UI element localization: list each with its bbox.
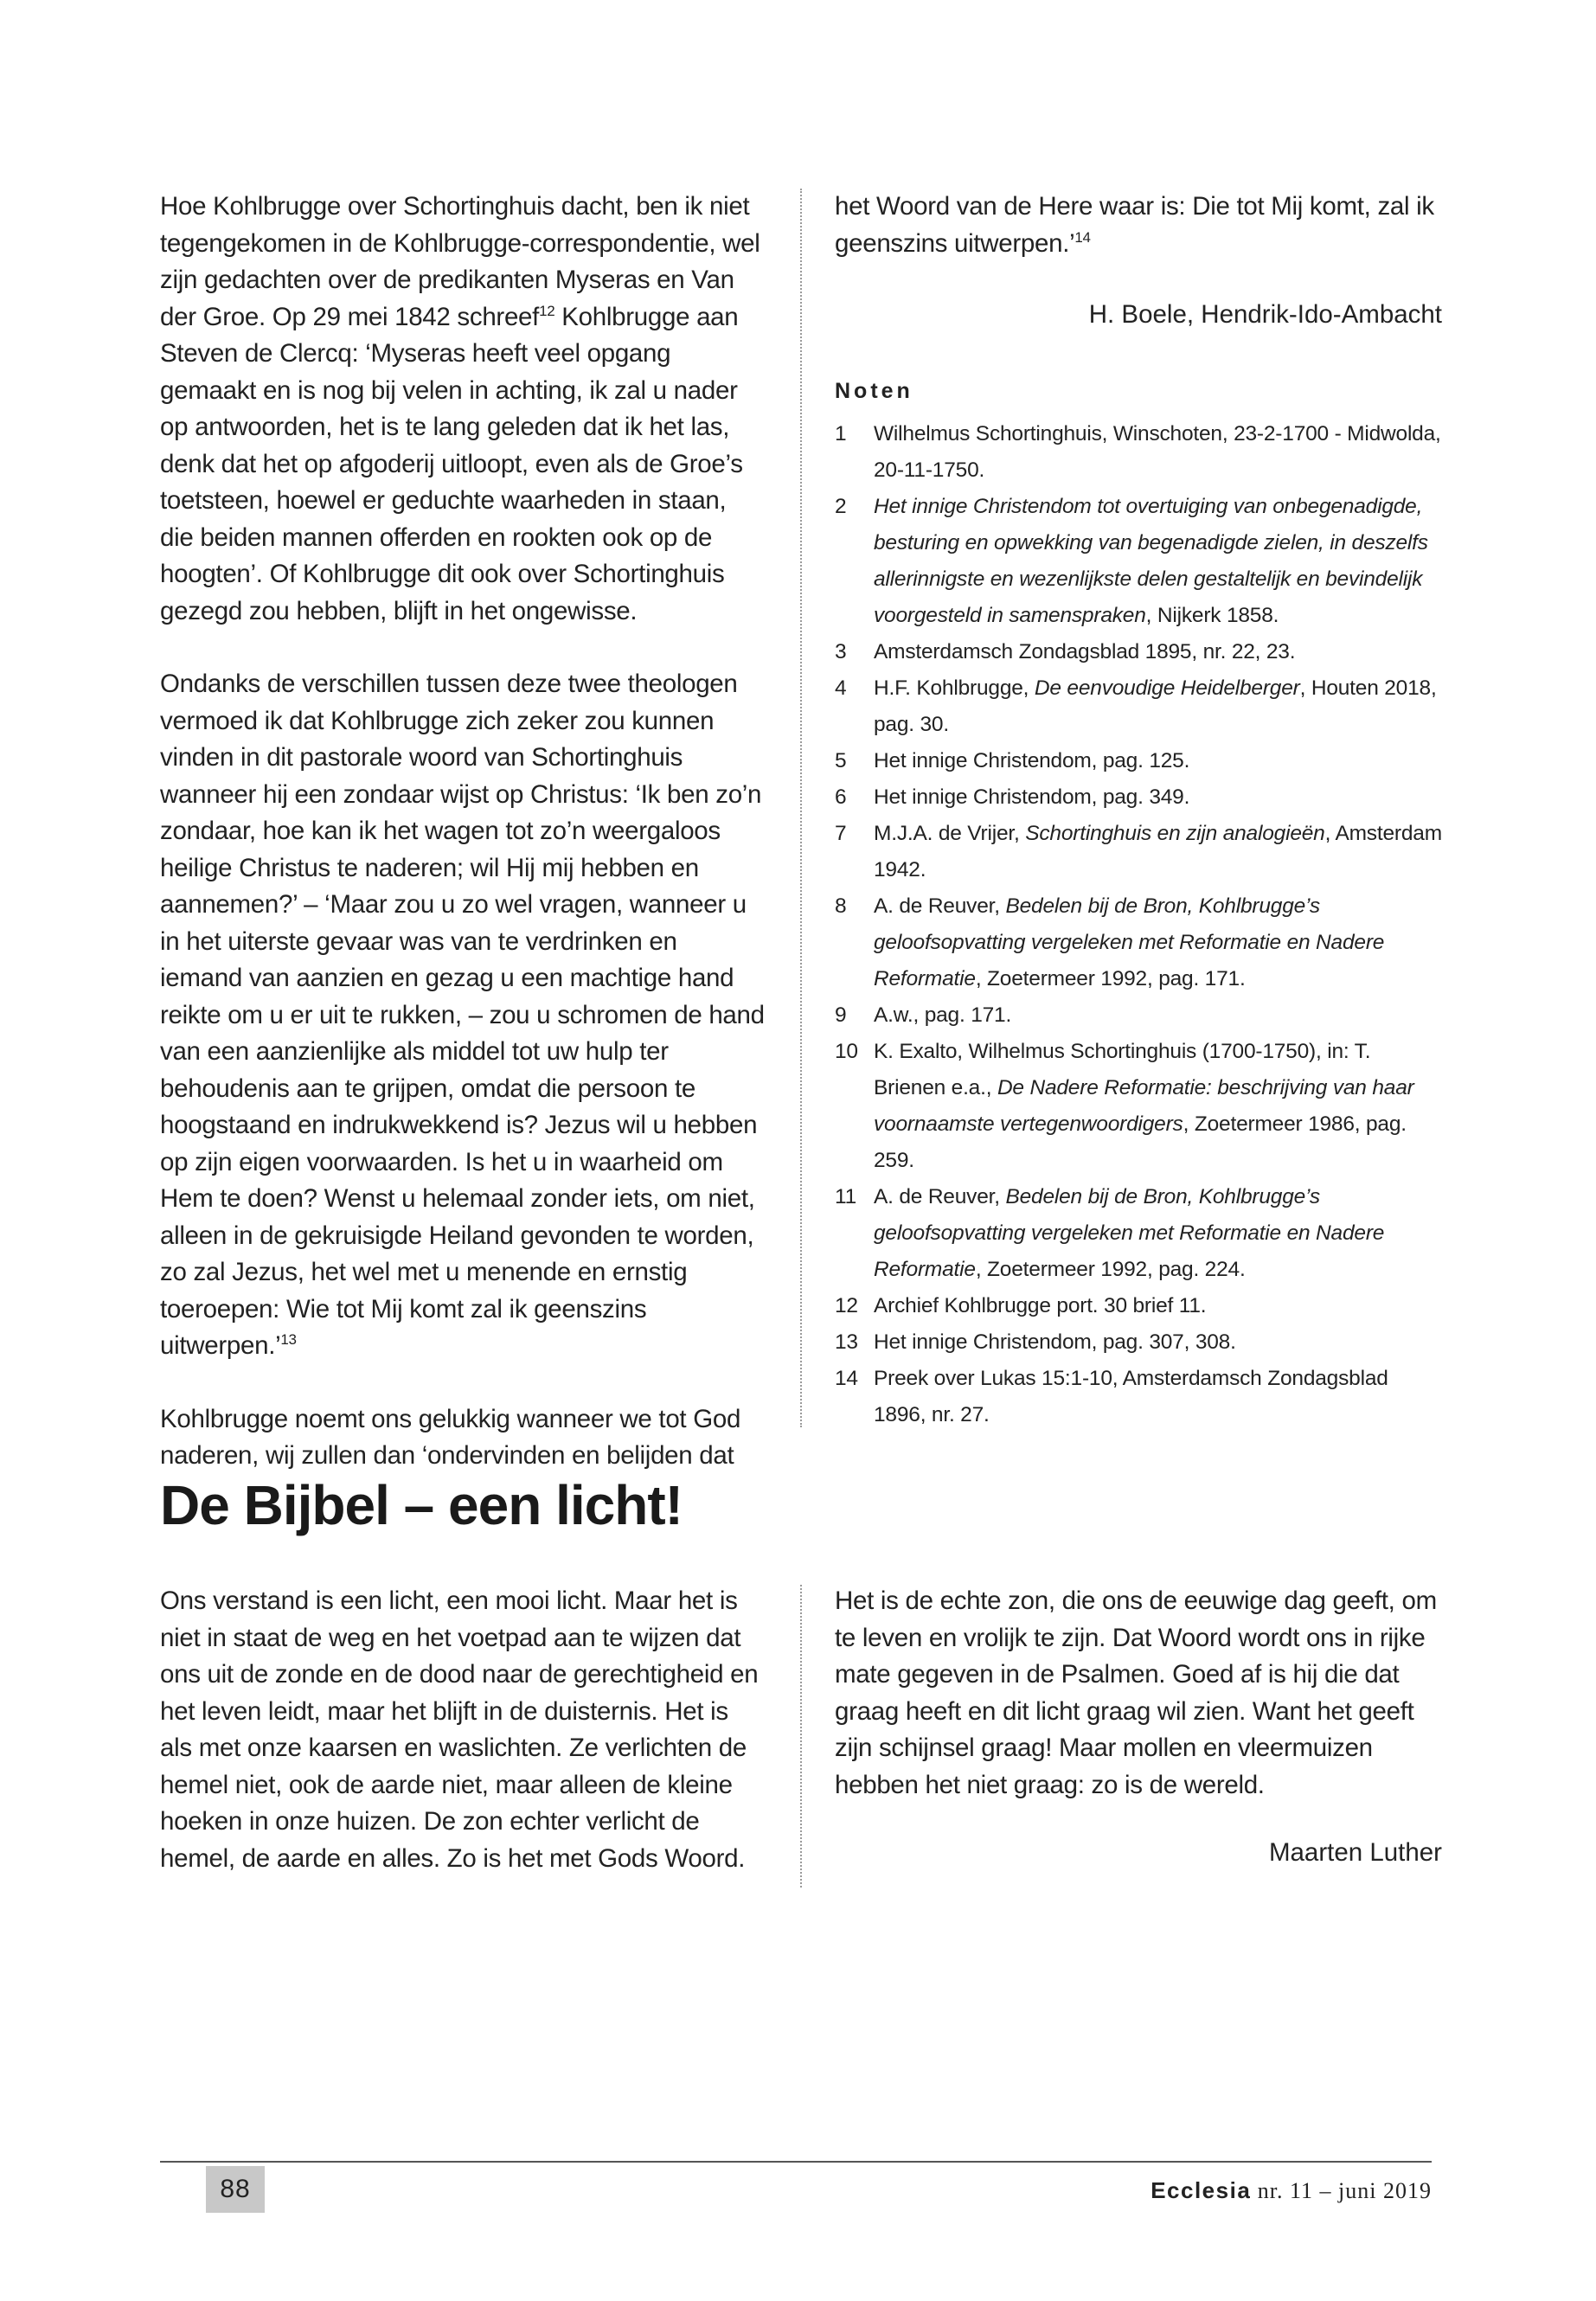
note-number: 11 bbox=[835, 1185, 857, 1208]
note-number: 7 bbox=[835, 822, 847, 845]
note-number: 13 bbox=[835, 1330, 858, 1354]
note-item bbox=[835, 997, 1442, 1034]
note-number: 4 bbox=[835, 676, 847, 700]
note-text: K. Exalto, Wilhelmus Schortinghuis (1700-1750), in: T. Brienen e.a., bbox=[874, 1040, 1371, 1099]
note-text: , Zoetermeer 1992, pag. 224. bbox=[975, 1258, 1246, 1281]
note-item bbox=[835, 634, 1442, 670]
note-item bbox=[835, 816, 1442, 888]
note-text: A.w., pag. 171. bbox=[874, 1003, 1012, 1027]
note-number: 1 bbox=[835, 422, 847, 445]
note-text: Wilhelmus Schortinghuis, Winschoten, 23-2-1700 - Midwolda, 20-11-1750. bbox=[874, 422, 1441, 482]
note-text: , Zoetermeer 1986, pag. 259. bbox=[874, 1112, 1407, 1172]
note-item bbox=[835, 1361, 1442, 1433]
note-text: , Zoetermeer 1992, pag. 171. bbox=[975, 967, 1246, 990]
note-item bbox=[835, 416, 1442, 489]
paragraph-continuation: het Woord van de Here waar is: Die tot Mij komt, zal ik geenszins uitwerpen.’$^{14}$ bbox=[835, 192, 1434, 258]
article-right-column bbox=[835, 1583, 1442, 1871]
article-paragraph-left: Ons verstand is een licht, een mooi licht. Maar het is niet in staat de weg en het voetpad aan te wijzen dat ons uit de zonde en de dood naar de gerechtigheid en het leven leidt, maar het blijft in de duisternis. Het is als met onze kaarsen en waslichten. Ze verlichten de hemel niet, ook de aarde niet, maar alleen de kleine hoeken in onze huizen. De zon echter verlicht de hemel, de aarde en alles. Zo is het met Gods Woord. bbox=[160, 1586, 759, 1873]
column-divider bbox=[800, 189, 802, 1427]
footnote-ref: 13 bbox=[280, 1331, 297, 1349]
note-number: 12 bbox=[835, 1294, 858, 1317]
paragraph-kohlbrugge-myseras: Hoe Kohlbrugge over Schortinghuis dacht, ben ik niet tegengekomen in de Kohlbrugge-correspondentie, wel zijn gedachten over de predikanten Myseras en Van der Groe. Op 29 mei 1842 schreef$^{12}$ Kohlbrugge aan Steven de Clercq: ‘Myseras heeft veel opgang gemaakt en is nog bij velen in achting, ik zal u nader op antwoorden, het is te lang geleden dat ik het las, denk dat het op afgoderij uitloopt, even als de Groe’s toetsteen, hoewel er geduchte waarheden in staan, die beiden mannen offerden en rookten ook op de hoogten’. Of Kohlbrugge dit ook over Schortinghuis gezegd zou hebben, blijft in het ongewisse. bbox=[160, 192, 760, 625]
note-number: 10 bbox=[835, 1040, 858, 1063]
note-text: Het innige Christendom, pag. 349. bbox=[874, 785, 1190, 809]
article-signature: Maarten Luther bbox=[1268, 1838, 1442, 1867]
article-paragraph-right: Het is de echte zon, die ons de eeuwige dag geeft, om te leven en vrolijk te zijn. Dat Woord wordt ons in rijke mate gegeven in de Psalmen. Goed af is hij die dat graag heeft en dit licht graag wil zien. Want het geeft zijn schijnsel graag! Maar mollen en vleermuizen hebben het niet graag: zo is de wereld. bbox=[835, 1586, 1437, 1799]
note-item bbox=[835, 670, 1442, 743]
article-left-column bbox=[160, 1583, 766, 1877]
author-signature: H. Boele, Hendrik-Ido-Ambacht bbox=[1088, 300, 1442, 329]
page-number: 88 bbox=[206, 2166, 265, 2213]
column-divider bbox=[800, 1585, 802, 1888]
note-text: Het innige Christendom, pag. 307, 308. bbox=[874, 1330, 1236, 1354]
note-item bbox=[835, 1288, 1442, 1324]
note-title: Het innige Christendom tot overtuiging van onbegenadigde, besturing en opwekking van begenadigde zielen, in deszelfs allerinnigste en wezenlijkste delen gestaltelijk en bevindelijk voorgesteld in samenspraken bbox=[874, 495, 1428, 627]
note-number: 5 bbox=[835, 749, 847, 772]
note-number: 6 bbox=[835, 785, 847, 809]
note-text: Preek over Lukas 15:1-10, Amsterdamsch Zondagsblad 1896, nr. 27. bbox=[874, 1367, 1388, 1426]
article-title: De Bijbel – een licht! bbox=[160, 1474, 683, 1536]
paragraph-schortinghuis-quote: Ondanks de verschillen tussen deze twee theologen vermoed ik dat Kohlbrugge zich zeker zou kunnen vinden in dit pastorale woord van Schortinghuis wanneer hij een zondaar wijst op Christus: ‘Ik ben zo’n zondaar, hoe kan ik het wagen tot zo’n weergaloos heilige Christus te naderen; wil Hij mij hebben en aannemen?’ – ‘Maar zou u zo wel vragen, wanneer u in het uiterste gevaar was van te verdrinken en iemand van aanzien en gezag u een machtige hand reikte om u er uit te rukken, – zou u schromen de hand van een aanzienlijke als middel tot uw hulp ter behoudenis aan te grijpen, omdat die persoon te hoogstaand en indrukwekkend is? Jezus wil u hebben op zijn eigen voorwaarden. Is het u in waarheid om Hem te doen? Wenst u helemaal zonder iets, om niet, alleen in de gekruisigde Heiland gevonden te worden, zo zal Jezus, het wel met u menende en ernstig toeroepen: Wie tot Mij komt zal ik geenszins uitwerpen.’$^{13}$ bbox=[160, 670, 765, 1360]
note-number: 3 bbox=[835, 640, 847, 663]
footnote-ref: 12 bbox=[539, 302, 555, 319]
note-item bbox=[835, 888, 1442, 997]
note-number: 9 bbox=[835, 1003, 847, 1027]
journal-name: Ecclesia bbox=[1151, 2177, 1252, 2203]
footer-rule bbox=[160, 2161, 1432, 2163]
footnote-ref: 14 bbox=[1074, 228, 1091, 246]
note-title: De Nadere Reformatie: beschrijving van haar voornaamste vertegenwoordigers bbox=[874, 1076, 1414, 1136]
note-number: 14 bbox=[835, 1367, 858, 1390]
note-item bbox=[835, 1179, 1442, 1288]
note-text: Het innige Christendom, pag. 125. bbox=[874, 749, 1190, 772]
note-title: Schortinghuis en zijn analogieën bbox=[1025, 822, 1325, 845]
note-item bbox=[835, 1324, 1442, 1361]
top-left-column bbox=[160, 189, 766, 1475]
note-title: Bedelen bij de Bron, Kohlbrugge’s geloofsopvatting vergeleken met Reformatie en Nadere Reformatie bbox=[874, 1185, 1385, 1281]
note-title: Bedelen bij de Bron, Kohlbrugge’s geloofsopvatting vergeleken met Reformatie en Nadere Reformatie bbox=[874, 894, 1385, 990]
note-text: A. de Reuver, bbox=[874, 894, 1006, 918]
notes-heading: Noten bbox=[835, 379, 913, 403]
note-text: Archief Kohlbrugge port. 30 brief 11. bbox=[874, 1294, 1207, 1317]
note-text: M.J.A. de Vrijer, bbox=[874, 822, 1026, 845]
note-item bbox=[835, 1034, 1442, 1179]
note-number: 8 bbox=[835, 894, 847, 918]
note-text: A. de Reuver, bbox=[874, 1185, 1006, 1208]
journal-footer bbox=[1151, 2173, 1432, 2208]
note-text: H.F. Kohlbrugge, bbox=[874, 676, 1035, 700]
journal-issue: nr. 11 – juni 2019 bbox=[1257, 2178, 1432, 2203]
note-item bbox=[835, 489, 1442, 634]
note-text: , Houten 2018, pag. 30. bbox=[874, 676, 1437, 736]
note-text: , Amsterdam 1942. bbox=[874, 822, 1442, 881]
notes-list bbox=[835, 416, 1442, 1433]
note-number: 2 bbox=[835, 495, 847, 518]
top-right-column bbox=[835, 189, 1442, 1433]
note-item bbox=[835, 743, 1442, 779]
note-item bbox=[835, 779, 1442, 816]
note-text: , Nijkerk 1858. bbox=[1145, 604, 1279, 627]
paragraph-kohlbrugge-naderen: Kohlbrugge noemt ons gelukkig wanneer we tot God naderen, wij zullen dan ‘ondervinden en belijden dat bbox=[160, 1404, 741, 1470]
note-title: De eenvoudige Heidelberger bbox=[1034, 676, 1300, 700]
note-text: Amsterdamsch Zondagsblad 1895, nr. 22, 23. bbox=[874, 640, 1296, 663]
